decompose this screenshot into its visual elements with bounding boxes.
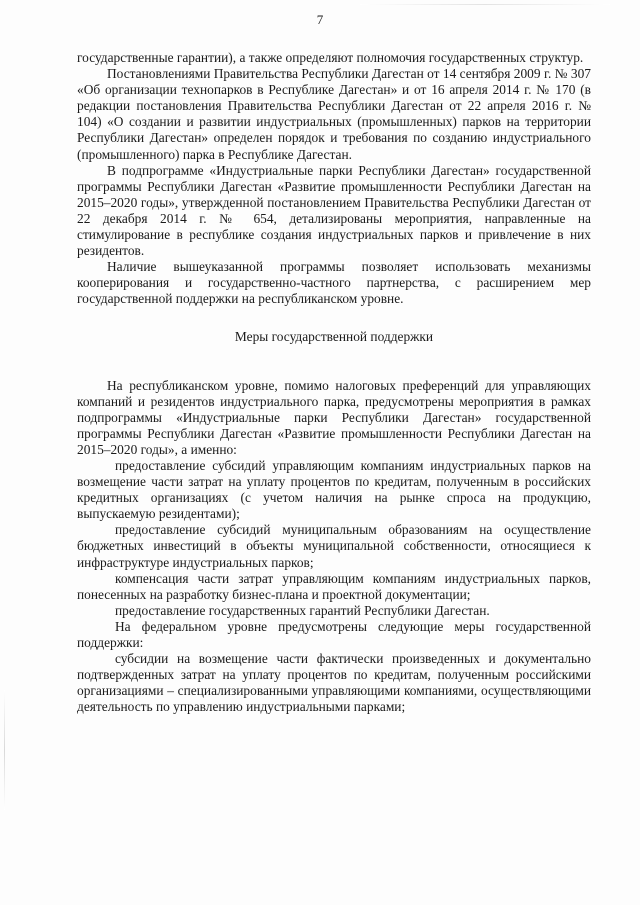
list-item-subsidies-management: предоставление субсидий управляющим компаниям индустриальных парков на возмещение части затрат на уплату процентов по кредитам, полученным в российских кредитных организациях (с учетом наличия на рынке спроса на продукцию, выпускаемую резидентами);: [77, 457, 591, 522]
paragraph-subprogram: В подпрограмме «Индустриальные парки Республики Дагестан» государственной программы Республики Дагестан «Развитие промышленности Республики Дагестан на 2015–2020 годы», утвержденной постановлением Правительства Республики Дагестан от 22 декабря 2014 г. № 654, детализированы мероприятия, направленные на стимулирование в республике создания индустриальных парков и привлечение в них резидентов.: [77, 162, 591, 259]
section-heading: Меры государственной поддержки: [234, 328, 434, 344]
page-number: 7: [316, 12, 324, 27]
list-item-subsidies-municipal: предоставление субсидий муниципальным образованиям на осуществление бюджетных инвестиций в объекты муниципальной собственности, относящиеся к инфраструктуре индустриальных парков;: [77, 522, 591, 570]
list-item-guarantees: предоставление государственных гарантий Республики Дагестан.: [115, 602, 490, 618]
paragraph-resolutions: Постановлениями Правительства Республики Дагестан от 14 сентября 2009 г. № 307 «Об организации технопарков в Республике Дагестан» и от 16 апреля 2014 г. № 170 (в редакции постановления Правительства Республики Дагестан от 22 апреля 2016 г. № 104) «О создании и развитии индустриальных (промышленных) парков на территории Республики Дагестан» определен порядок и требования по созданию индустриального (промышленного) парка в Республике Дагестан.: [77, 66, 591, 162]
paragraph-continuation: государственные гарантии), а также определяют полномочия государственных структур.: [77, 50, 584, 65]
paragraph-republic-level: На республиканском уровне, помимо налоговых преференций для управляющих компаний и резидентов индустриального парка, предусмотрены мероприятия в рамках подпрограммы «Индустриальные парки Республики Дагестан» государственной программы Республики Дагестан «Развитие промышленности Республики Дагестан на 2015–2020 годы», а именно:: [77, 377, 591, 457]
document-body: [77, 50, 591, 715]
paragraph-program-mechanisms: Наличие вышеуказанной программы позволяет использовать механизмы кооперирования и государственно-частного партнерства, с расширением мер государственной поддержки на республиканском уровне.: [77, 259, 591, 307]
scan-artifact: [4, 690, 5, 810]
paragraph-federal-level: На федеральном уровне предусмотрены следующие меры государственной поддержки:: [77, 618, 591, 650]
list-item-compensation: компенсация части затрат управляющим компаниям индустриальных парков, понесенных на разработку бизнес-плана и проектной документации;: [77, 570, 591, 602]
scan-artifact: [360, 4, 610, 5]
list-item-federal-subsidies: субсидии на возмещение части фактически произведенных и документально подтвержденных затрат на уплату процентов по кредитам, полученным российскими организациями – специализированными управляющими компаниями, осуществляющими деятельность по управлению индустриальными парками;: [77, 651, 591, 715]
